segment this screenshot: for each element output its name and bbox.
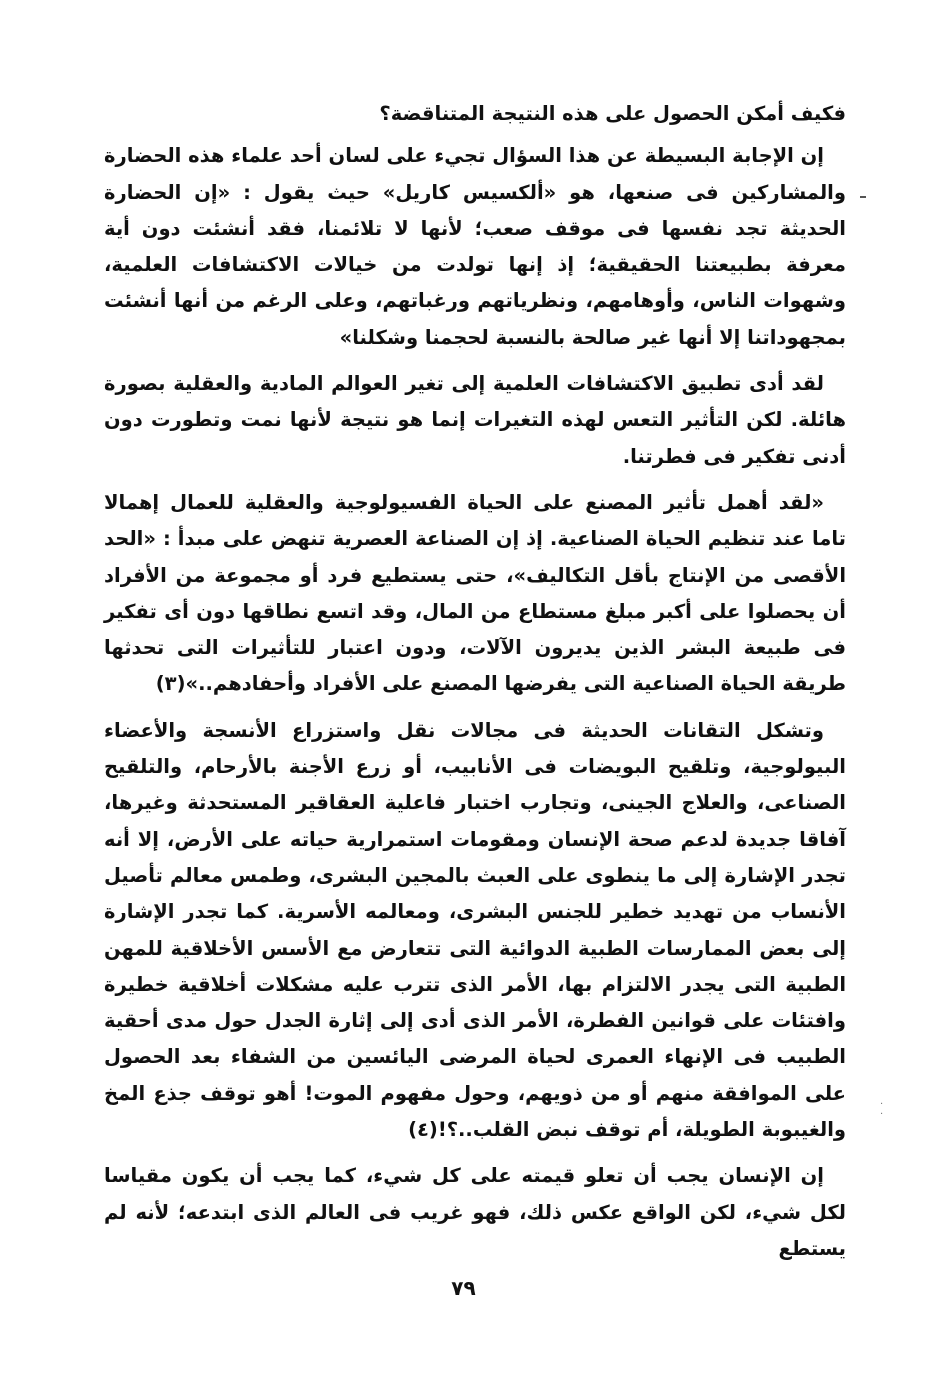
page-body-text (104, 96, 846, 1277)
paragraph-carrel-quote: إن الإجابة البسيطة عن هذا السؤال تجيء على لسان أحد علماء هذه الحضارة والمشاركين فى صنعها، هو «ألكسيس كاريل» حيث يقول : «إن الحضارة الحديثة تجد نفسها فى موقف صعب؛ لأنها لا تلائمنا، فقد أنشئت دون أية معرفة بطبيعتنا الحقيقية؛ إذ إنها تولدت من خيالات الاكتشافات العلمية، وشهوات الناس، وأوهامهم، ونظرياتهم ورغباتهم، وعلى الرغم من أنها أنشئت بمجهوداتنا إلا أنها غير صالحة بالنسبة لحجمنا وشكلنا» (104, 144, 846, 349)
opening-question: فكيف أمكن الحصول على هذه النتيجة المتناقضة؟ (379, 102, 846, 125)
page-number: ٧٩ (451, 1276, 476, 1300)
paragraph-human-value: إن الإنسان يجب أن تعلو قيمته على كل شيء، كما يجب أن يكون مقياسا لكل شيء، لكن الواقع عكس ذلك، فهو غريب فى العالم الذى ابتدعه؛ لأنه لم يستطع (104, 1164, 846, 1260)
margin-speck-marks: · · (880, 1099, 884, 1120)
paragraph-scientific-discoveries: لقد أدى تطبيق الاكتشافات العلمية إلى تغير العوالم المادية والعقلية بصورة هائلة. لكن التأثير التعس لهذه التغيرات إنما هو نتيجة لأنها نمت وتطورت دون أدنى تفكير فى فطرتنا. (104, 372, 846, 468)
margin-tick-mark (860, 196, 866, 198)
paragraph-modern-technologies: وتشكل التقانات الحديثة فى مجالات نقل واستزراع الأنسجة والأعضاء البيولوجية، وتلقيح البويضات فى الأنابيب، أو زرع الأجنة بالأرحام، والتلقيح الصناعى، والعلاج الجينى، وتجارب اختبار فاعلية العقاقير المستحدثة وغيرها، آفاقا جديدة لدعم صحة الإنسان ومقومات استمرارية حياته على الأرض، إلا أنه تجدر الإشارة إلى ما ينطوى على العبث بالمجين البشرى، وطمس معالم تأصيل الأنساب من تهديد خطير للجنس البشرى، ومعالمه الأسرية. كما تجدر الإشارة إلى بعض الممارسات الطبية الدوائية التى تتعارض مع الأسس الأخلاقية للمهن الطبية التى يجدر الالتزام بها، الأمر الذى تترب عليه مشكلات أخلاقية خطيرة وافتئات على قوانين الفطرة، الأمر الذى أدى إلى إثارة الجدل حول مدى أحقية الطبيب فى الإنهاء العمرى لحياة المرضى اليائسين من الشفاء بعد الحصول على الموافقة منهم أو من ذويهم، وحول مفهوم الموت! أهو توقف جذع المخ والغيبوبة الطويلة، أم توقف نبض القلب..؟!(٤) (104, 718, 846, 1142)
paragraph-factory-quote: «لقد أهمل تأثير المصنع على الحياة الفسيولوجية والعقلية للعمال إهمالا تاما عند تنظيم الحياة الصناعية. إذ إن الصناعة العصرية تنهض على مبدأ : «الحد الأقصى من الإنتاج بأقل التكاليف»، حتى يستطيع فرد أو مجموعة من الأفراد أن يحصلوا على أكبر مبلغ مستطاع من المال، وقد اتسع نطاقها دون أى تفكير فى طبيعة البشر الذين يديرون الآلات، ودون اعتبار للتأثيرات التى تحدثها طريقة الحياة الصناعية التى يفرضها المصنع على الأفراد وأحفادهم..»(٣) (104, 490, 846, 696)
